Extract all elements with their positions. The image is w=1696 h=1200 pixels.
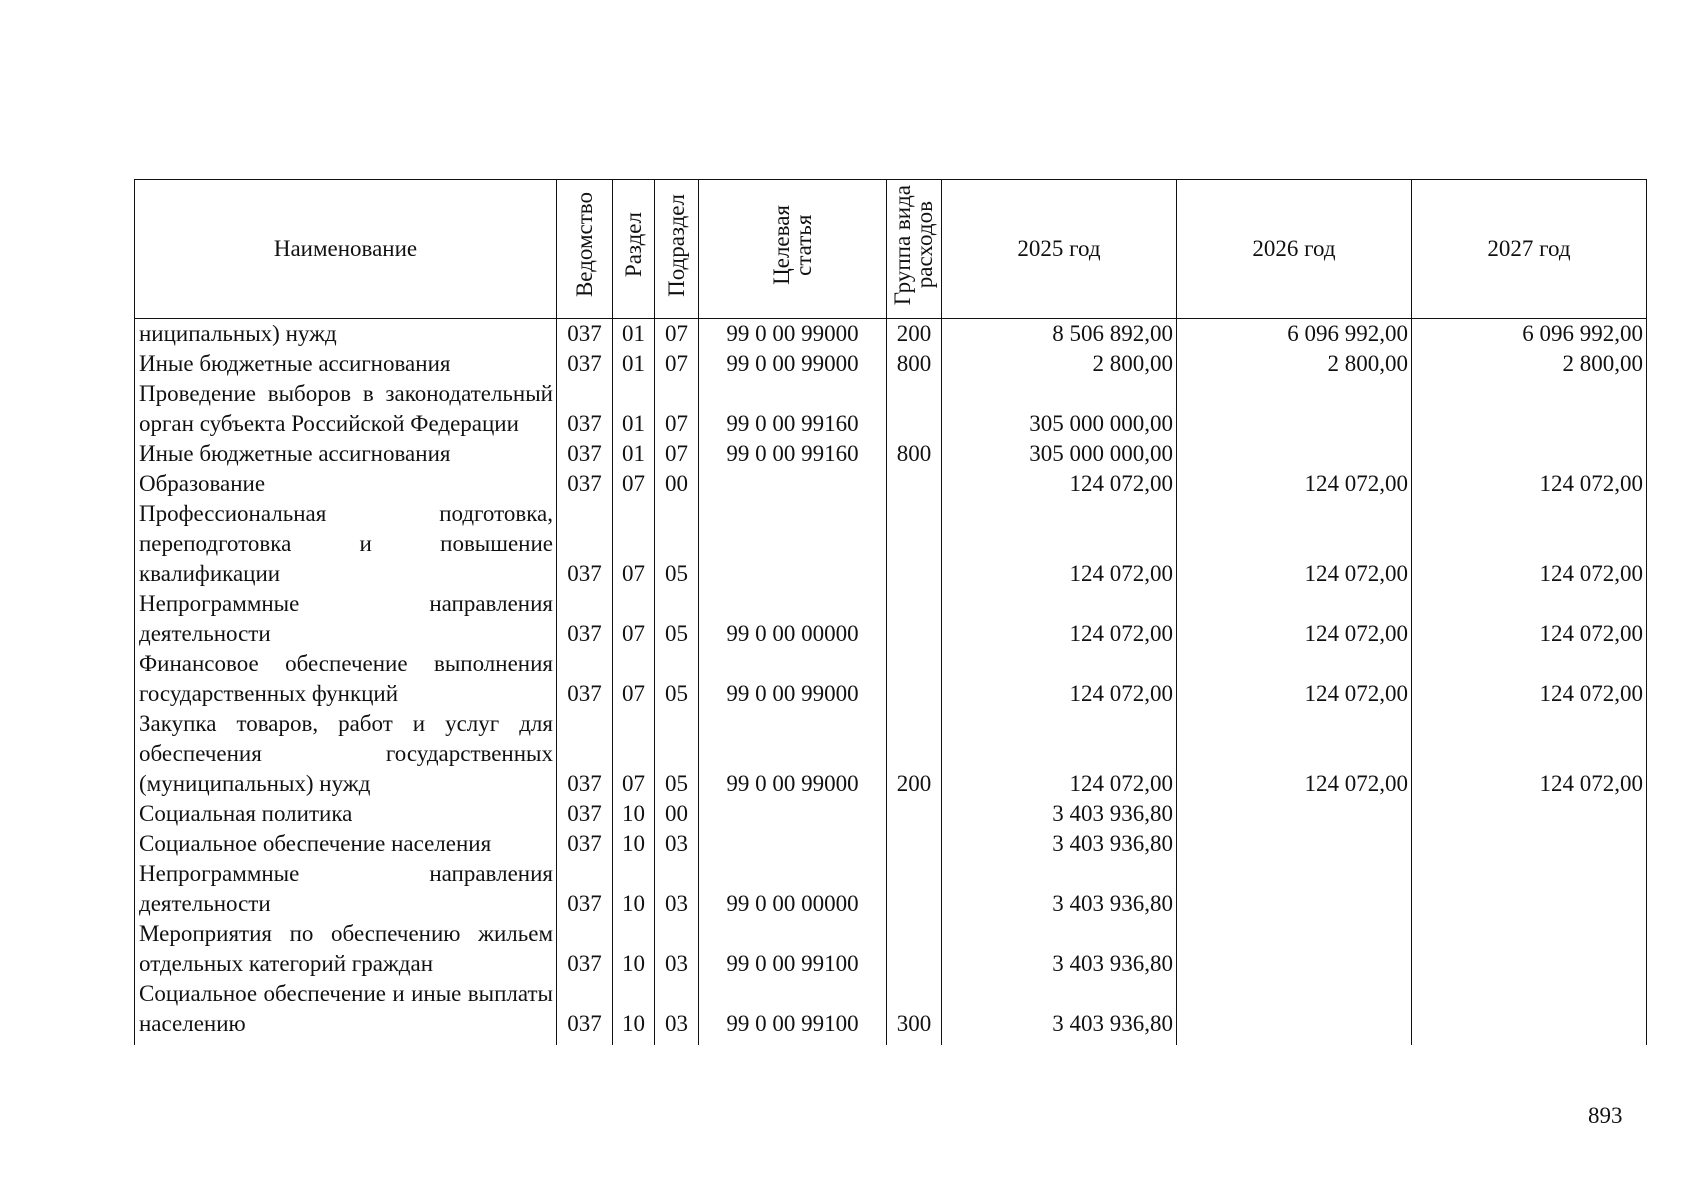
cell-year-2025: 3 403 936,80	[942, 829, 1177, 859]
cell-expense-group	[887, 859, 942, 919]
cell-year-2026	[1177, 859, 1412, 919]
cell-year-2025: 124 072,00	[942, 649, 1177, 709]
cell-name: Финансовое обеспечение выполнения государственных функций	[135, 649, 557, 709]
header-subsection: Подраздел	[655, 180, 699, 319]
cell-name: Социальное обеспечение населения	[135, 829, 557, 859]
cell-name: ниципальных) нужд	[135, 319, 557, 350]
cell-expense-group: 200	[887, 319, 942, 350]
cell-name: Непрограммные направления деятельности	[135, 859, 557, 919]
cell-year-2026	[1177, 379, 1412, 439]
cell-name: Профессиональная подготовка, переподготовка и повышение квалификации	[135, 499, 557, 589]
cell-year-2027	[1412, 979, 1647, 1045]
table-row	[135, 469, 1647, 499]
cell-subsection: 03	[655, 859, 699, 919]
cell-year-2026: 124 072,00	[1177, 469, 1412, 499]
cell-expense-group	[887, 829, 942, 859]
cell-year-2027: 124 072,00	[1412, 469, 1647, 499]
cell-name: Иные бюджетные ассигнования	[135, 349, 557, 379]
cell-expense-group	[887, 379, 942, 439]
table-row	[135, 979, 1647, 1045]
budget-table	[134, 179, 1647, 1045]
cell-target-article	[699, 469, 887, 499]
cell-year-2027	[1412, 439, 1647, 469]
table-row	[135, 499, 1647, 589]
cell-year-2025: 3 403 936,80	[942, 799, 1177, 829]
header-name: Наименование	[135, 180, 557, 319]
cell-target-article: 99 0 00 99000	[699, 649, 887, 709]
cell-section: 07	[613, 649, 655, 709]
table-row	[135, 319, 1647, 350]
table-row	[135, 589, 1647, 649]
cell-subsection: 05	[655, 709, 699, 799]
table-row	[135, 859, 1647, 919]
cell-year-2027: 124 072,00	[1412, 649, 1647, 709]
cell-department: 037	[557, 319, 613, 350]
cell-year-2025: 3 403 936,80	[942, 919, 1177, 979]
cell-subsection: 03	[655, 919, 699, 979]
cell-department: 037	[557, 499, 613, 589]
cell-target-article: 99 0 00 99100	[699, 979, 887, 1045]
header-year-2027: 2027 год	[1412, 180, 1647, 319]
cell-section: 07	[613, 709, 655, 799]
cell-year-2026	[1177, 799, 1412, 829]
cell-name: Непрограммные направления деятельности	[135, 589, 557, 649]
cell-department: 037	[557, 919, 613, 979]
cell-year-2026	[1177, 979, 1412, 1045]
cell-year-2027: 6 096 992,00	[1412, 319, 1647, 350]
cell-year-2027	[1412, 829, 1647, 859]
cell-name: Мероприятия по обеспечению жильем отдельных категорий граждан	[135, 919, 557, 979]
cell-subsection: 05	[655, 499, 699, 589]
cell-target-article: 99 0 00 99160	[699, 439, 887, 469]
cell-section: 10	[613, 919, 655, 979]
cell-expense-group	[887, 799, 942, 829]
cell-year-2027: 124 072,00	[1412, 589, 1647, 649]
cell-name: Социальная политика	[135, 799, 557, 829]
table-row	[135, 709, 1647, 799]
page-number: 893	[1588, 1103, 1623, 1128]
cell-target-article	[699, 499, 887, 589]
cell-year-2025: 305 000 000,00	[942, 439, 1177, 469]
table-body	[135, 319, 1647, 1046]
cell-section: 10	[613, 829, 655, 859]
cell-subsection: 03	[655, 829, 699, 859]
cell-year-2025: 124 072,00	[942, 469, 1177, 499]
cell-name: Иные бюджетные ассигнования	[135, 439, 557, 469]
cell-department: 037	[557, 469, 613, 499]
cell-target-article: 99 0 00 99000	[699, 319, 887, 350]
table-row	[135, 439, 1647, 469]
cell-subsection: 00	[655, 469, 699, 499]
cell-year-2026	[1177, 829, 1412, 859]
table-row	[135, 649, 1647, 709]
cell-expense-group	[887, 919, 942, 979]
header-section: Раздел	[613, 180, 655, 319]
cell-section: 01	[613, 349, 655, 379]
cell-year-2027	[1412, 379, 1647, 439]
cell-section: 01	[613, 439, 655, 469]
cell-department: 037	[557, 379, 613, 439]
cell-year-2025: 3 403 936,80	[942, 859, 1177, 919]
cell-expense-group	[887, 649, 942, 709]
cell-year-2027	[1412, 859, 1647, 919]
header-year-2026: 2026 год	[1177, 180, 1412, 319]
cell-expense-group: 300	[887, 979, 942, 1045]
cell-subsection: 00	[655, 799, 699, 829]
cell-target-article: 99 0 00 99000	[699, 349, 887, 379]
cell-section: 01	[613, 379, 655, 439]
header-expense-group: Группа вида расходов	[887, 180, 942, 319]
cell-section: 07	[613, 469, 655, 499]
cell-year-2025: 124 072,00	[942, 589, 1177, 649]
cell-target-article	[699, 799, 887, 829]
cell-subsection: 03	[655, 979, 699, 1045]
cell-section: 07	[613, 499, 655, 589]
cell-expense-group	[887, 499, 942, 589]
cell-year-2025: 8 506 892,00	[942, 319, 1177, 350]
table-row	[135, 919, 1647, 979]
cell-department: 037	[557, 589, 613, 649]
cell-department: 037	[557, 349, 613, 379]
budget-table-page	[134, 179, 1646, 1098]
cell-subsection: 07	[655, 439, 699, 469]
cell-section: 07	[613, 589, 655, 649]
cell-year-2025: 124 072,00	[942, 499, 1177, 589]
cell-year-2026	[1177, 439, 1412, 469]
cell-year-2025: 305 000 000,00	[942, 379, 1177, 439]
cell-year-2027: 124 072,00	[1412, 499, 1647, 589]
cell-target-article: 99 0 00 99000	[699, 709, 887, 799]
cell-department: 037	[557, 649, 613, 709]
cell-year-2025: 3 403 936,80	[942, 979, 1177, 1045]
cell-expense-group: 200	[887, 709, 942, 799]
cell-target-article: 99 0 00 99100	[699, 919, 887, 979]
cell-department: 037	[557, 799, 613, 829]
cell-department: 037	[557, 439, 613, 469]
cell-name: Социальное обеспечение и иные выплаты населению	[135, 979, 557, 1045]
cell-subsection: 05	[655, 589, 699, 649]
cell-year-2027	[1412, 919, 1647, 979]
cell-year-2025: 2 800,00	[942, 349, 1177, 379]
cell-year-2026: 2 800,00	[1177, 349, 1412, 379]
cell-section: 10	[613, 979, 655, 1045]
cell-section: 01	[613, 319, 655, 350]
cell-expense-group	[887, 469, 942, 499]
cell-year-2026: 124 072,00	[1177, 589, 1412, 649]
header-target-article: Целевая статья	[699, 180, 887, 319]
cell-target-article: 99 0 00 00000	[699, 859, 887, 919]
cell-year-2027: 2 800,00	[1412, 349, 1647, 379]
table-row	[135, 379, 1647, 439]
table-row	[135, 349, 1647, 379]
table-row	[135, 829, 1647, 859]
cell-year-2027	[1412, 799, 1647, 829]
cell-name: Закупка товаров, работ и услуг для обеспечения государственных (муниципальных) нужд	[135, 709, 557, 799]
cell-year-2027: 124 072,00	[1412, 709, 1647, 799]
header-year-2025: 2025 год	[942, 180, 1177, 319]
cell-subsection: 07	[655, 349, 699, 379]
cell-subsection: 05	[655, 649, 699, 709]
cell-name: Проведение выборов в законодательный орган субъекта Российской Федерации	[135, 379, 557, 439]
cell-department: 037	[557, 979, 613, 1045]
cell-expense-group: 800	[887, 439, 942, 469]
cell-department: 037	[557, 709, 613, 799]
table-row	[135, 799, 1647, 829]
cell-year-2026: 6 096 992,00	[1177, 319, 1412, 350]
cell-expense-group	[887, 589, 942, 649]
cell-target-article	[699, 829, 887, 859]
cell-subsection: 07	[655, 379, 699, 439]
cell-year-2026: 124 072,00	[1177, 649, 1412, 709]
cell-section: 10	[613, 799, 655, 829]
cell-target-article: 99 0 00 00000	[699, 589, 887, 649]
cell-year-2025: 124 072,00	[942, 709, 1177, 799]
cell-expense-group: 800	[887, 349, 942, 379]
cell-year-2026	[1177, 919, 1412, 979]
cell-year-2026: 124 072,00	[1177, 709, 1412, 799]
cell-year-2026: 124 072,00	[1177, 499, 1412, 589]
cell-department: 037	[557, 829, 613, 859]
cell-target-article: 99 0 00 99160	[699, 379, 887, 439]
cell-department: 037	[557, 859, 613, 919]
header-row	[135, 180, 1647, 319]
cell-section: 10	[613, 859, 655, 919]
cell-name: Образование	[135, 469, 557, 499]
cell-subsection: 07	[655, 319, 699, 350]
header-department: Ведомство	[557, 180, 613, 319]
